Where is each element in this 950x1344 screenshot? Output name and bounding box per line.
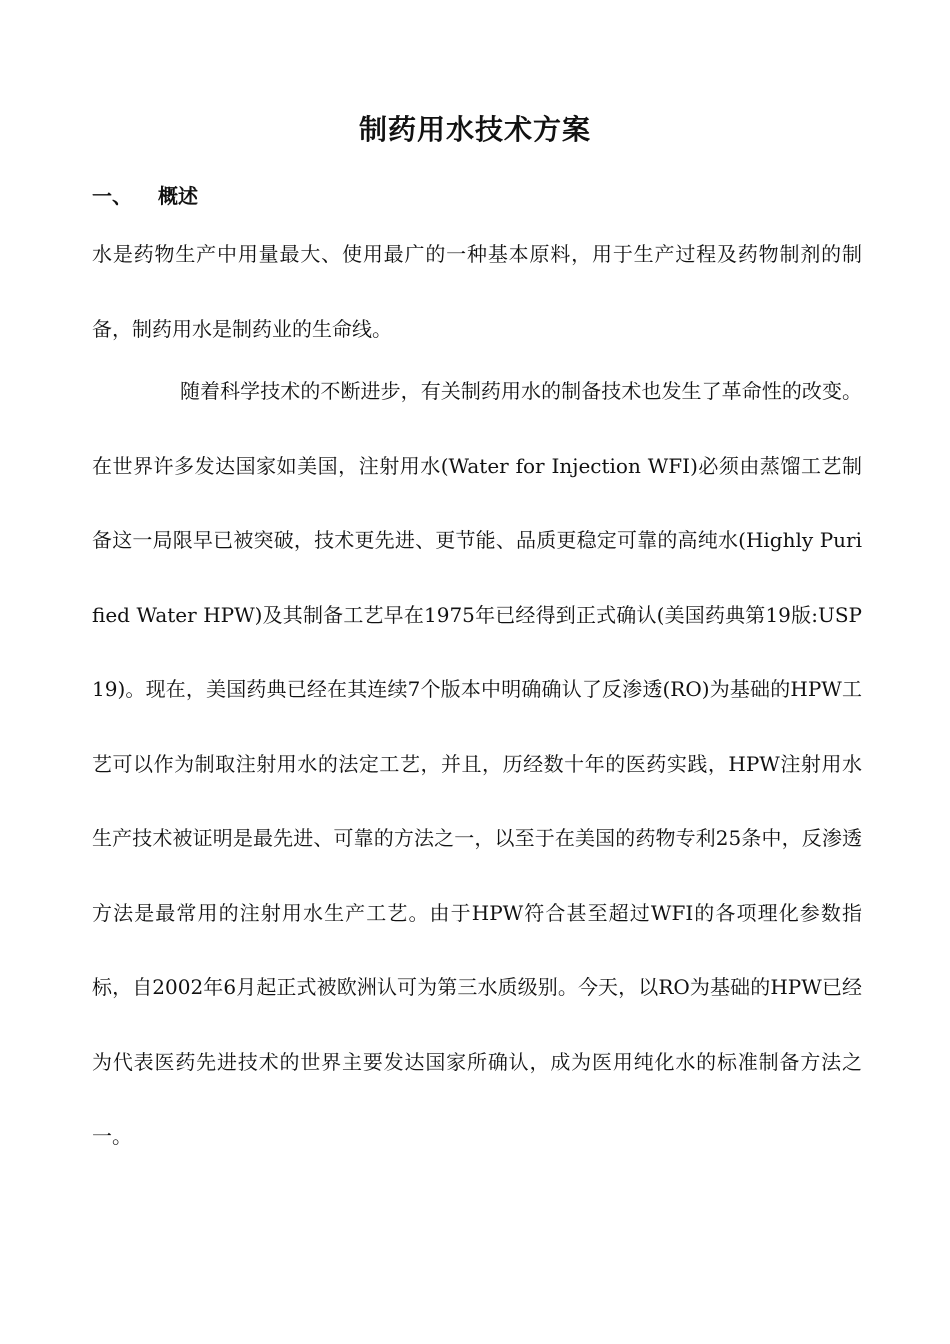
document-title: 制药用水技术方案 [358, 113, 591, 146]
paragraph-technology: 随着科学技术的不断进步，有关制药用水的制备技术也发生了革命性的改变。在世界许多发达国家如美国，注射用水(Water for Injection WFI)必须由蒸馏工艺制备这一局限早已被突破，技术更先进、更节能、品质更稳定可靠的高纯水(Highly Purified Water HPW)及其制备工艺早在1975年已经得到正式确认(美国药典第19版:USP19)。现在，美国药典已经在其连续7个版本中明确确认了反渗透(RO)为基础的HPW工艺可以作为制取注射用水的法定工艺，并且，历经数十年的医药实践，HPW注射用水生产技术被证明是最先进、可靠的方法之一，以至于在美国的药物专利25条中，反渗透方法是最常用的注射用水生产工艺。由于HPW符合甚至超过WFI的各项理化参数指标，自2002年6月起正式被欧洲认可为第三水质级别。今天，以RO为基础的HPW已经为代表医药先进技术的世界主要发达国家所确认，成为医用纯化水的标准制备方法之一。 [92, 379, 862, 1148]
paragraph-intro: 水是药物生产中用量最大、使用最广的一种基本原料，用于生产过程及药物制剂的制备，制药用水是制药业的生命线。 [92, 242, 862, 341]
section-number: 一、 [92, 184, 132, 208]
section-heading [92, 180, 198, 209]
section-title: 概述 [158, 184, 198, 208]
